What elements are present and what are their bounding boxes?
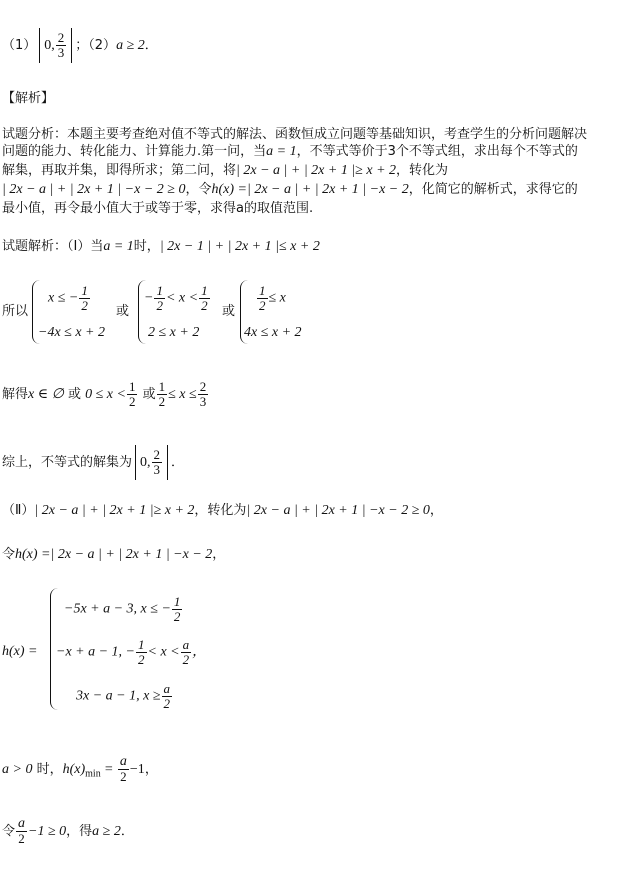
or-label: 或 — [116, 304, 130, 319]
or-label: 或 — [222, 304, 236, 319]
let-line: 令h(x) =| 2x − a | + | 2x + 1 | −x − 2， — [2, 547, 226, 562]
answer-separator: ；（2） — [75, 38, 117, 53]
system2-row2: 2 ≤ x + 2 — [148, 325, 200, 340]
solution-intro: 试题解析：（Ⅰ）当a = 1时，| 2x − 1 | + | 2x + 1 |≤ x + 2 — [2, 239, 320, 254]
analysis-line-4: | 2x − a | + | 2x + 1 | −x − 2 ≥ 0，令h(x) =| 2x − a | + | 2x + 1 | −x − 2，化简它的解析式，求得它的 — [2, 182, 578, 197]
min-line: a > 0 时，$h(x)_{min}$ = $\frac{a}{2}$ −1， — [2, 754, 158, 784]
part2-line: （Ⅱ）| 2x − a | + | 2x + 1 |≥ x + 2，转化为| 2x − a | + | 2x + 1 | −x − 2 ≥ 0， — [2, 503, 443, 518]
solved-line: 解得x ∈ ∅ 或 0 ≤ x < $\frac{1}{2}$ 或 $\frac{1}{2}$ ≤ x ≤ $\frac{2}{3}$ — [2, 379, 207, 409]
piece-2: −x + a − 1, − $\frac{1}{2}$ < x < $\frac{a}{2}$ ， — [56, 637, 207, 667]
fraction: $\frac{2}{3}$ — [57, 30, 65, 60]
so-label: 所以 — [2, 304, 29, 319]
analysis-line-2: 问题的能力、转化能力、计算能力.第一问，当a = 1，不等式等价于3个不等式组，求出每个不等式的 — [2, 144, 578, 159]
hx-label: h(x) = — [2, 644, 38, 659]
analysis-line-1: 试题分析：本题主要考查绝对值不等式的解法、函数恒成立问题等基础知识，考查学生的分析问题解决 — [2, 127, 588, 142]
piece-3: 3x − a − 1, x ≥ $\frac{a}{2}$ — [76, 681, 171, 711]
system3-row1: $\frac{1}{2}$ ≤ x — [259, 283, 286, 313]
answer-part1-label: （1） — [2, 38, 37, 53]
analysis-line-3: 解集，再取并集，即得所求；第二问，将| 2x − a | + | 2x + 1 |≥ x + 2，转化为 — [2, 163, 449, 178]
summary-line: 综上，不等式的解集为 0, $\frac{2}{3}$ ． — [2, 445, 184, 480]
system3-row2: 4x ≤ x + 2 — [244, 325, 302, 340]
system1-row2: −4x ≤ x + 2 — [38, 325, 106, 340]
system1-row1: x ≤ − $\frac{1}{2}$ — [48, 283, 88, 313]
system2-row1: − $\frac{1}{2}$ < x < $\frac{1}{2}$ — [144, 283, 208, 313]
final-line: 令 $\frac{a}{2}$ −1 ≥ 0，得a ≥ 2． — [2, 816, 134, 846]
piece-1: −5x + a − 3, x ≤ − $\frac{1}{2}$ — [64, 594, 181, 624]
answer-part2: a ≥ 2 — [116, 38, 145, 53]
answer-interval: 0, $\frac{2}{3}$ — [39, 28, 72, 63]
section-title: 【解析】 — [2, 91, 55, 106]
analysis-line-5: 最小值，再令最小值大于或等于零，求得a的取值范围. — [2, 201, 314, 216]
answer-line: （1） 0, $\frac{2}{3}$ ；（2）a ≥ 2． — [2, 28, 158, 63]
